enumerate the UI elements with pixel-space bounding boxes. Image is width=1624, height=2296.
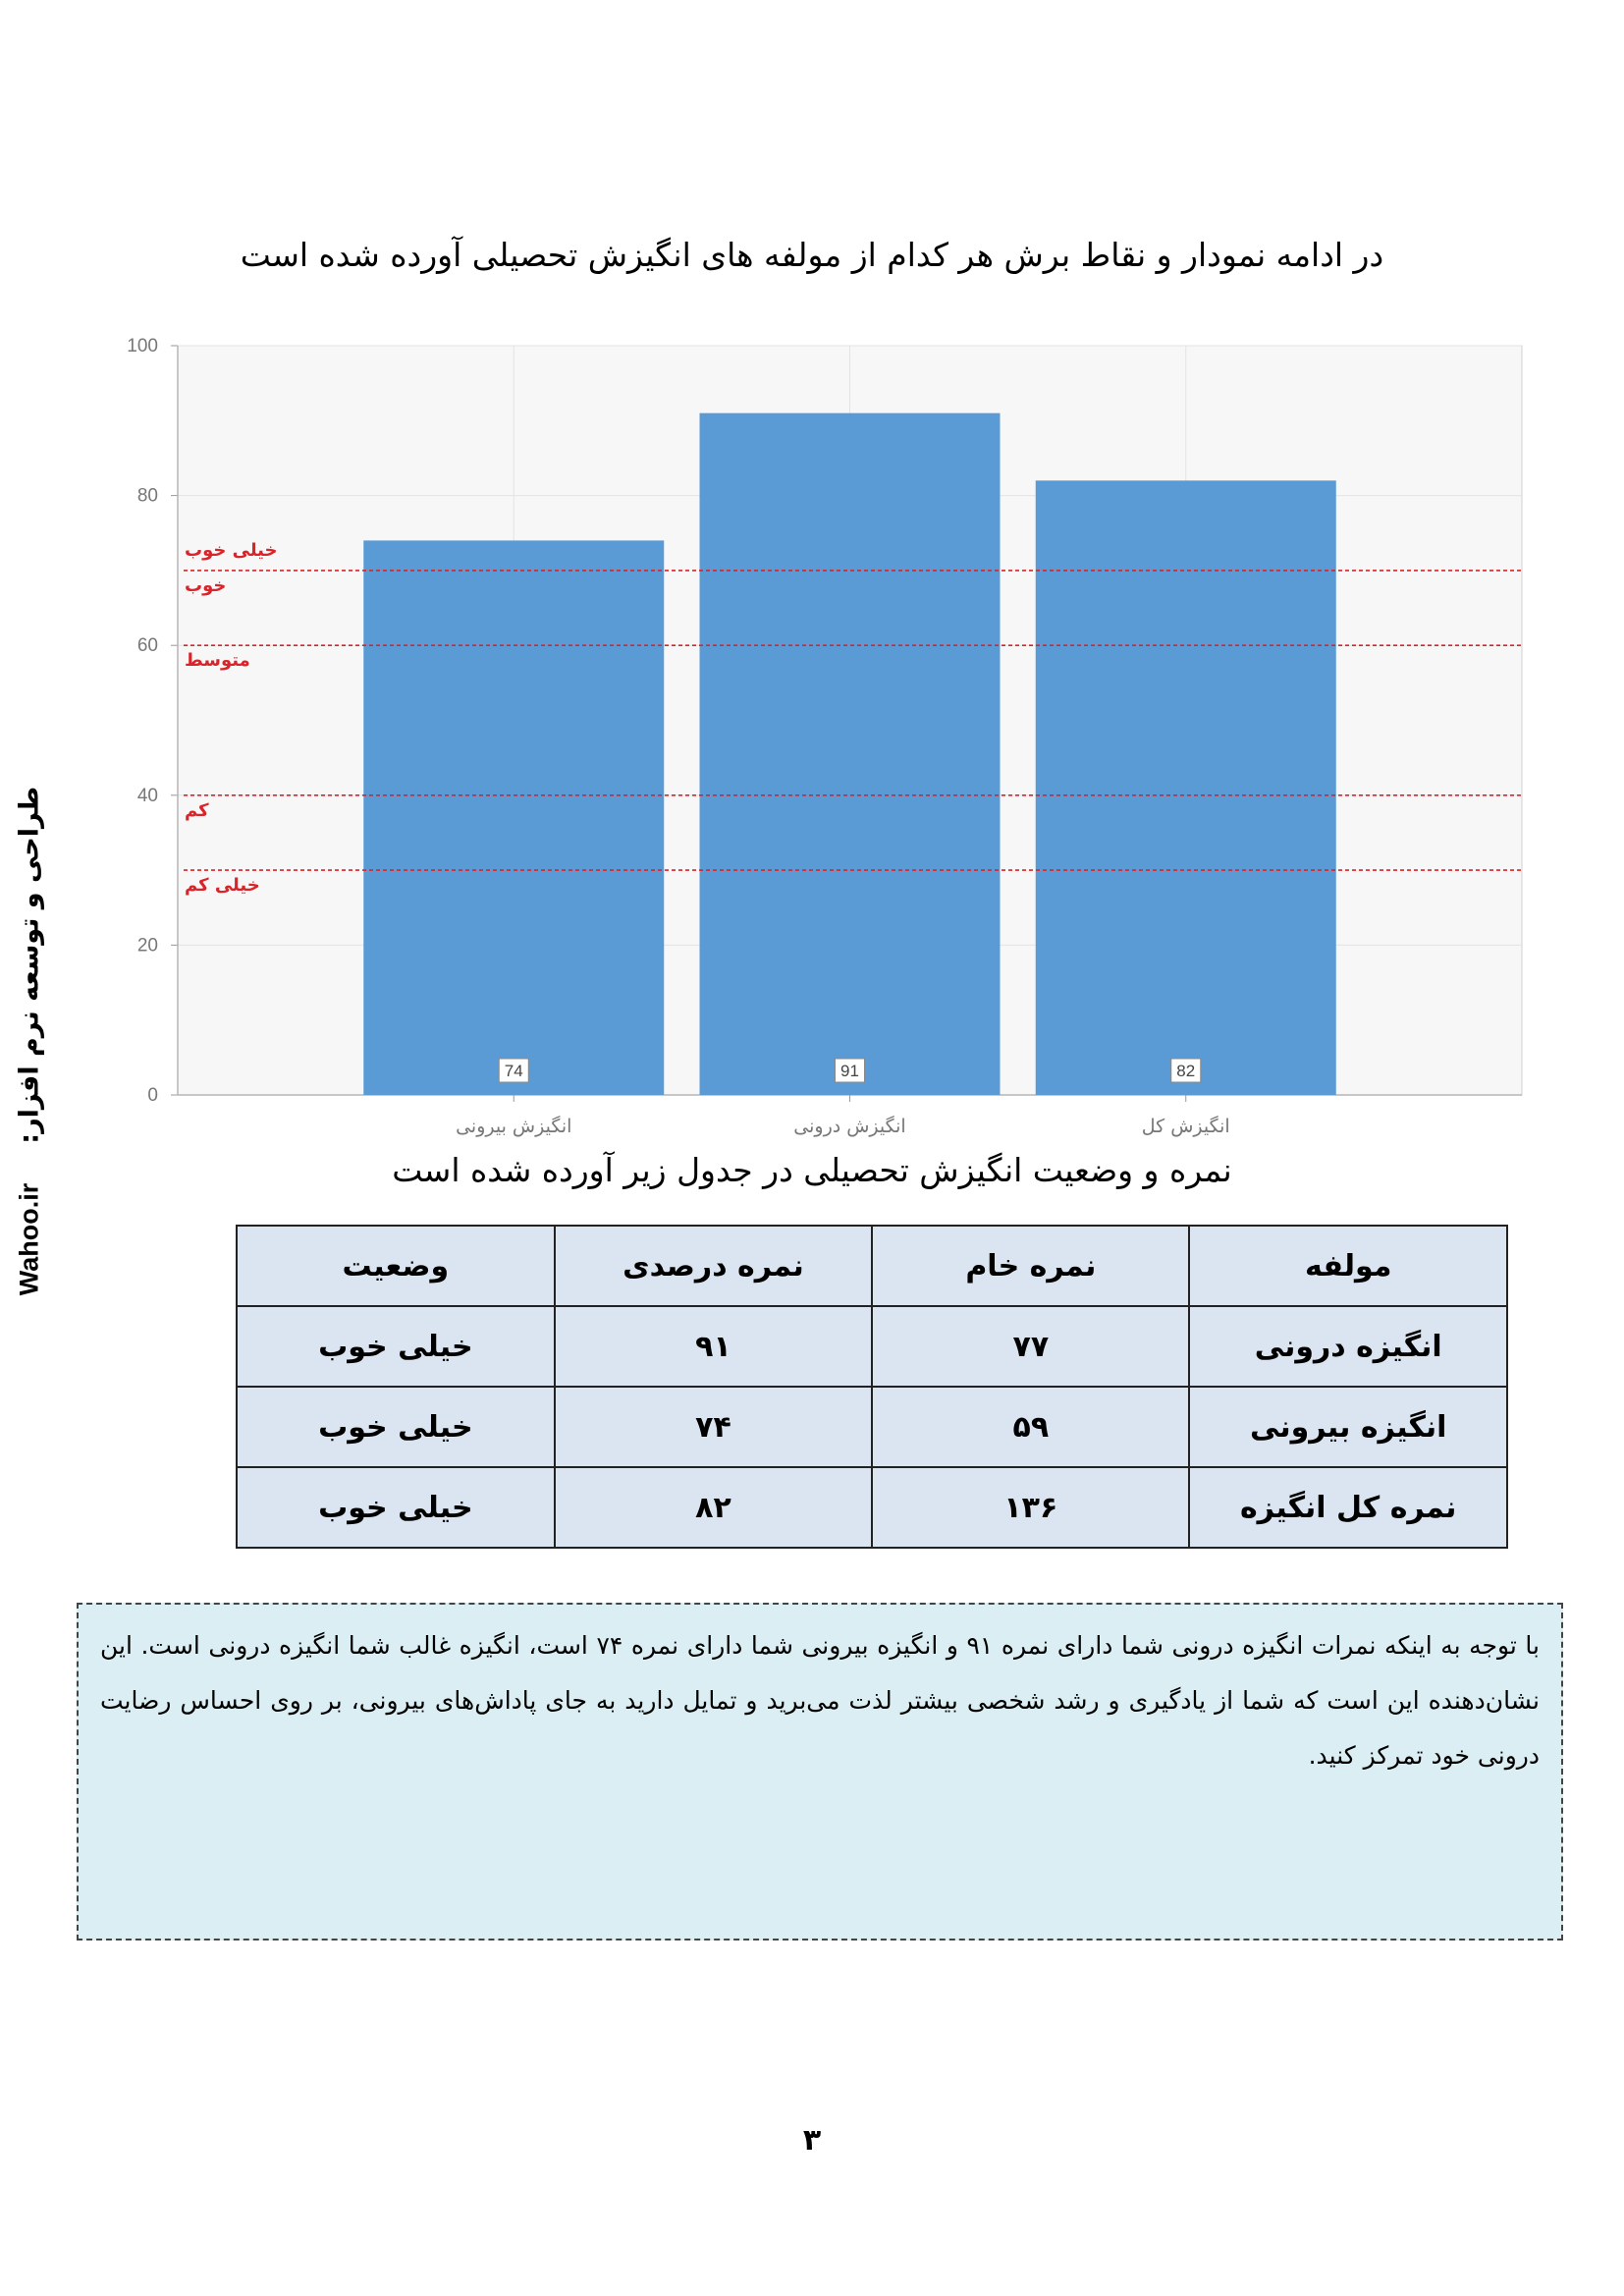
bar-value-label: 82 bbox=[1176, 1062, 1196, 1080]
side-credit bbox=[8, 786, 51, 1296]
brand-link[interactable]: Wahoo.ir bbox=[14, 1182, 44, 1296]
table-row bbox=[237, 1387, 1507, 1467]
analysis-text: با توجه به اینکه نمرات انگیزه درونی شما دارای نمره ۹۱ و انگیزه بیرونی شما دارای نمره ۷۴ است، انگیزه غالب شما انگیزه درونی است. این نشان‌دهنده این است که شما از یادگیری و رشد شخصی بیشتر لذت می‌برید و تمایل دارید به جای پاداش‌های بیرونی، بر روی احساس رضایت درونی خود تمرکز کنید. bbox=[100, 1631, 1541, 1770]
table-cell: ۹۱ bbox=[555, 1306, 873, 1387]
table-row bbox=[237, 1467, 1507, 1548]
chart-heading: در ادامه نمودار و نقاط برش هر کدام از مولفه های انگیزش تحصیلی آورده شده است bbox=[240, 236, 1384, 274]
header-cell: مولفه bbox=[1189, 1226, 1507, 1306]
table-cell: خیلی خوب bbox=[237, 1467, 555, 1548]
y-tick-label: 20 bbox=[136, 935, 158, 957]
y-tick-label: 80 bbox=[136, 485, 158, 507]
bar bbox=[363, 540, 664, 1095]
y-tick-label: 0 bbox=[147, 1085, 158, 1106]
table-cell: ۸۲ bbox=[555, 1467, 873, 1548]
header-cell: نمره خام bbox=[872, 1226, 1189, 1306]
table-cell: ۵۹ bbox=[872, 1387, 1189, 1467]
y-tick-label: 100 bbox=[127, 336, 158, 356]
table-row bbox=[237, 1306, 1507, 1387]
threshold-label: کم bbox=[185, 799, 209, 821]
bar-value-label: 91 bbox=[840, 1062, 859, 1080]
bar-value-label: 74 bbox=[504, 1062, 523, 1080]
x-tick-label: انگیزش کل bbox=[1141, 1116, 1230, 1137]
header-cell: نمره درصدی bbox=[555, 1226, 873, 1306]
table-header-row bbox=[237, 1226, 1507, 1306]
y-tick-label: 40 bbox=[136, 785, 158, 806]
status-table bbox=[236, 1225, 1508, 1549]
threshold-label: متوسط bbox=[185, 650, 250, 672]
table-cell: انگیزه بیرونی bbox=[1189, 1387, 1507, 1467]
threshold-label: خوب bbox=[185, 574, 227, 596]
table-cell: ۷۴ bbox=[555, 1387, 873, 1467]
analysis-box bbox=[77, 1603, 1563, 1941]
table-cell: خیلی خوب bbox=[237, 1387, 555, 1467]
header-cell: وضعیت bbox=[237, 1226, 555, 1306]
page-number: ۳ bbox=[802, 2123, 822, 2158]
x-tick-label: انگیزش بیرونی bbox=[456, 1116, 572, 1137]
table-cell: ۷۷ bbox=[872, 1306, 1189, 1387]
credit-text: طراحی و توسعه نرم افزار: bbox=[14, 786, 45, 1144]
x-tick-label: انگیزش درونی bbox=[793, 1116, 906, 1137]
bar bbox=[1036, 480, 1336, 1095]
y-tick-label: 60 bbox=[136, 635, 158, 657]
table-cell: نمره کل انگیزه bbox=[1189, 1467, 1507, 1548]
table-cell: خیلی خوب bbox=[237, 1306, 555, 1387]
threshold-label: خیلی خوب bbox=[185, 539, 278, 561]
bar bbox=[700, 413, 1001, 1095]
table-cell: ۱۳۶ bbox=[872, 1467, 1189, 1548]
threshold-label: خیلی کم bbox=[185, 875, 260, 897]
motivation-bar-chart bbox=[98, 324, 1551, 1159]
table-cell: انگیزه درونی bbox=[1189, 1306, 1507, 1387]
table-heading: نمره و وضعیت انگیزش تحصیلی در جدول زیر آورده شده است bbox=[392, 1151, 1232, 1189]
